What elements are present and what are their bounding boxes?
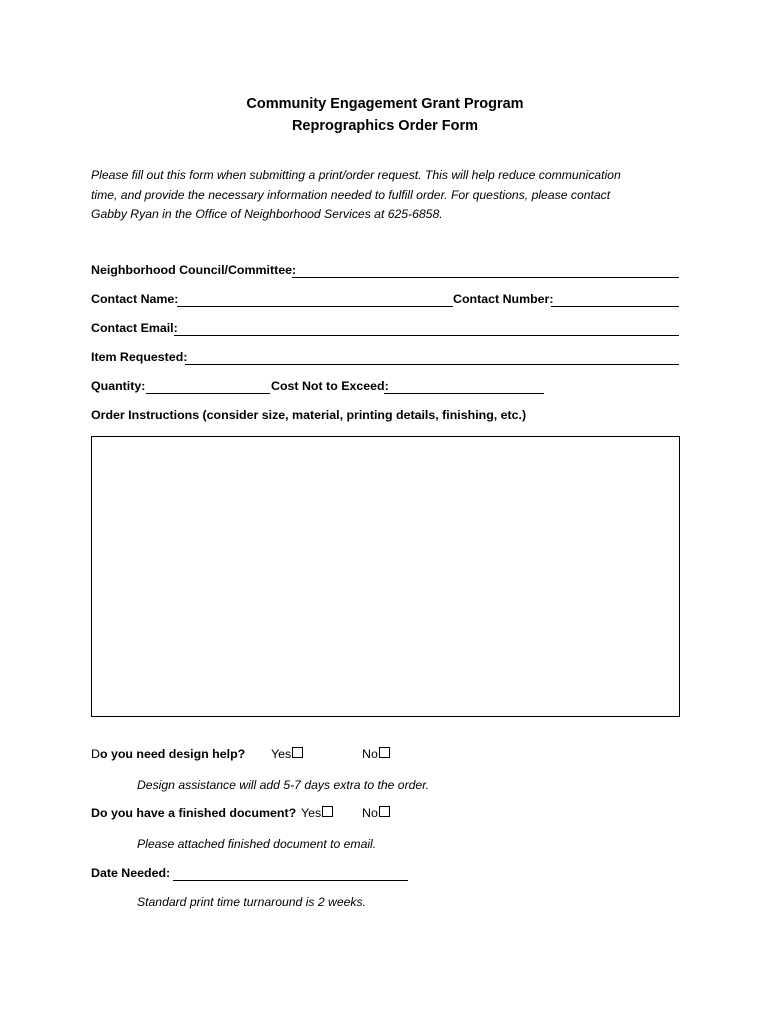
quantity-label: Quantity:	[91, 379, 146, 393]
finished-doc-question: Do you have a finished document?	[91, 806, 297, 820]
item-requested-label: Item Requested:	[91, 350, 188, 364]
item-row	[91, 350, 680, 368]
contact-number-label: Contact Number:	[453, 292, 554, 306]
intro-text	[91, 166, 691, 225]
instructions-label: Order Instructions (consider size, material, printing details, finishing, etc.)	[91, 408, 527, 422]
design-help-no-option[interactable]	[362, 747, 390, 761]
form-title: Community Engagement Grant Program	[246, 96, 524, 112]
design-help-note: Design assistance will add 5-7 days extra to the order.	[137, 778, 430, 792]
order-instructions-textarea[interactable]	[91, 436, 680, 717]
design-help-yes-label: Yes	[271, 747, 292, 761]
contact-name-field[interactable]	[177, 292, 453, 307]
finished-doc-no-checkbox[interactable]	[379, 806, 390, 817]
finished-doc-row	[91, 806, 411, 824]
design-help-row	[91, 747, 411, 765]
item-requested-field[interactable]	[185, 350, 679, 365]
finished-doc-yes-label: Yes	[301, 806, 322, 820]
cost-label: Cost Not to Exceed:	[271, 379, 389, 393]
contact-row	[91, 292, 680, 310]
email-row	[91, 321, 680, 339]
form-subtitle: Reprographics Order Form	[291, 118, 479, 134]
finished-doc-yes-option[interactable]	[301, 806, 333, 820]
council-field[interactable]	[292, 263, 679, 278]
date-needed-row	[91, 866, 411, 884]
design-help-question	[91, 747, 245, 761]
finished-doc-no-label: No	[362, 806, 378, 820]
intro-line: Please fill out this form when submitting a print/order request. This will help reduce communication	[91, 168, 621, 182]
finished-doc-yes-checkbox[interactable]	[322, 806, 333, 817]
design-help-no-checkbox[interactable]	[379, 747, 390, 758]
cost-field[interactable]	[384, 379, 544, 394]
contact-number-field[interactable]	[551, 292, 679, 307]
quantity-field[interactable]	[146, 379, 270, 394]
design-help-question-prefix: D	[91, 747, 100, 761]
finished-doc-no-option[interactable]	[362, 806, 390, 820]
intro-line: Gabby Ryan in the Office of Neighborhood Services at 625-6858.	[91, 207, 443, 221]
finished-doc-note: Please attached finished document to email.	[137, 837, 377, 851]
design-help-yes-option[interactable]	[271, 747, 303, 761]
contact-email-label: Contact Email:	[91, 321, 178, 335]
design-help-no-label: No	[362, 747, 378, 761]
design-help-question-text: o you need design help?	[99, 747, 246, 761]
council-row	[91, 263, 680, 281]
contact-email-field[interactable]	[174, 321, 679, 336]
quantity-row	[91, 379, 680, 397]
date-needed-note: Standard print time turnaround is 2 weeks.	[137, 895, 366, 909]
council-label: Neighborhood Council/Committee:	[91, 263, 297, 277]
intro-line: time, and provide the necessary information needed to fulfill order. For questions, please contact	[91, 187, 611, 202]
date-needed-label: Date Needed:	[91, 866, 171, 880]
design-help-yes-checkbox[interactable]	[292, 747, 303, 758]
contact-name-label: Contact Name:	[91, 292, 179, 306]
date-needed-field[interactable]	[173, 866, 408, 881]
